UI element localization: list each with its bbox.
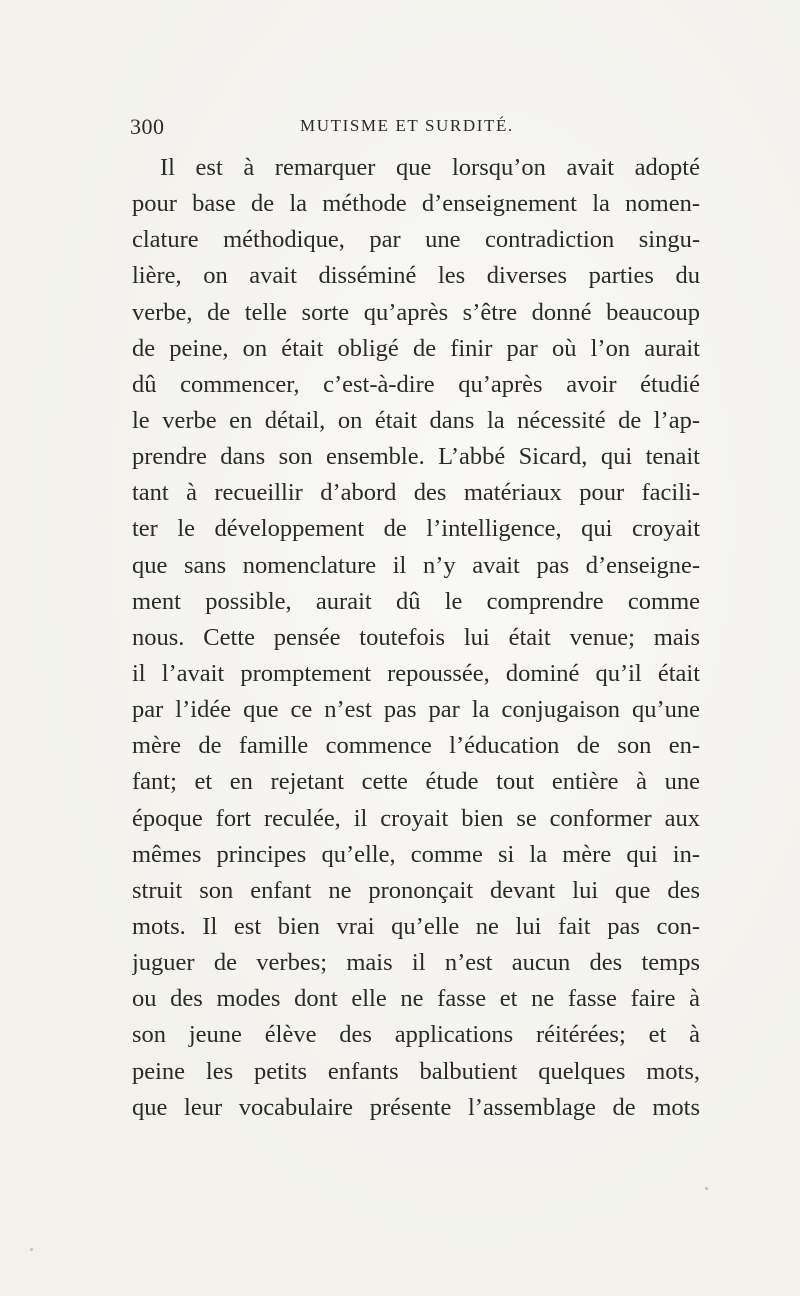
paper-speck bbox=[30, 1248, 33, 1251]
text-line: tant à recueillir d’abord des matériaux pour facili- bbox=[132, 479, 700, 507]
text-line: ter le développement de l’intelligence, qui croyait bbox=[132, 515, 700, 543]
text-line: de peine, on était obligé de finir par où l’on aurait bbox=[132, 334, 700, 362]
text-line: le verbe en détail, on était dans la nécessité de l’ap- bbox=[132, 406, 700, 434]
text-line: mots. Il est bien vrai qu’elle ne lui fait pas con- bbox=[132, 912, 700, 940]
text-line: époque fort reculée, il croyait bien se conformer aux bbox=[132, 804, 700, 832]
text-line: que leur vocabulaire présente l’assemblage de mots bbox=[132, 1093, 700, 1121]
text-line: verbe, de telle sorte qu’après s’être donné beaucoup bbox=[132, 298, 700, 326]
body-text bbox=[132, 150, 700, 1126]
page-header bbox=[130, 114, 700, 144]
text-line: mêmes principes qu’elle, comme si la mère qui in- bbox=[132, 840, 700, 868]
text-line: ment possible, aurait dû le comprendre comme bbox=[132, 587, 700, 615]
text-line: pour base de la méthode d’enseignement la nomen- bbox=[132, 190, 700, 218]
text-line: mère de famille commence l’éducation de son en- bbox=[132, 732, 700, 760]
text-line: fant; et en rejetant cette étude tout entière à une bbox=[132, 768, 700, 796]
text-line: il l’avait promptement repoussée, dominé qu’il était bbox=[132, 659, 700, 687]
text-line: son jeune élève des applications réitérées; et à bbox=[132, 1021, 700, 1049]
text-line: que sans nomenclature il n’y avait pas d’enseigne- bbox=[132, 551, 700, 579]
running-title: MUTISME ET SURDITÉ. bbox=[300, 116, 514, 135]
paper-speck bbox=[705, 1187, 708, 1190]
text-line: ou des modes dont elle ne fasse et ne fasse faire à bbox=[132, 985, 700, 1013]
text-line: par l’idée que ce n’est pas par la conjugaison qu’une bbox=[132, 696, 700, 724]
text-line: peine les petits enfants balbutient quelques mots, bbox=[132, 1057, 700, 1085]
text-line: nous. Cette pensée toutefois lui était venue; mais bbox=[132, 623, 700, 651]
text-line: lière, on avait disséminé les diverses parties du bbox=[132, 262, 700, 290]
text-line: dû commencer, c’est-à-dire qu’après avoir étudié bbox=[132, 370, 700, 398]
text-line: struit son enfant ne prononçait devant lui que des bbox=[132, 876, 700, 904]
text-line: Il est à remarquer que lorsqu’on avait adopté bbox=[160, 154, 700, 181]
text-line: juguer de verbes; mais il n’est aucun des temps bbox=[132, 949, 700, 977]
text-line: clature méthodique, par une contradiction singu- bbox=[132, 226, 700, 254]
text-line: prendre dans son ensemble. L’abbé Sicard, qui tenait bbox=[132, 443, 700, 471]
page-number: 300 bbox=[130, 114, 165, 139]
